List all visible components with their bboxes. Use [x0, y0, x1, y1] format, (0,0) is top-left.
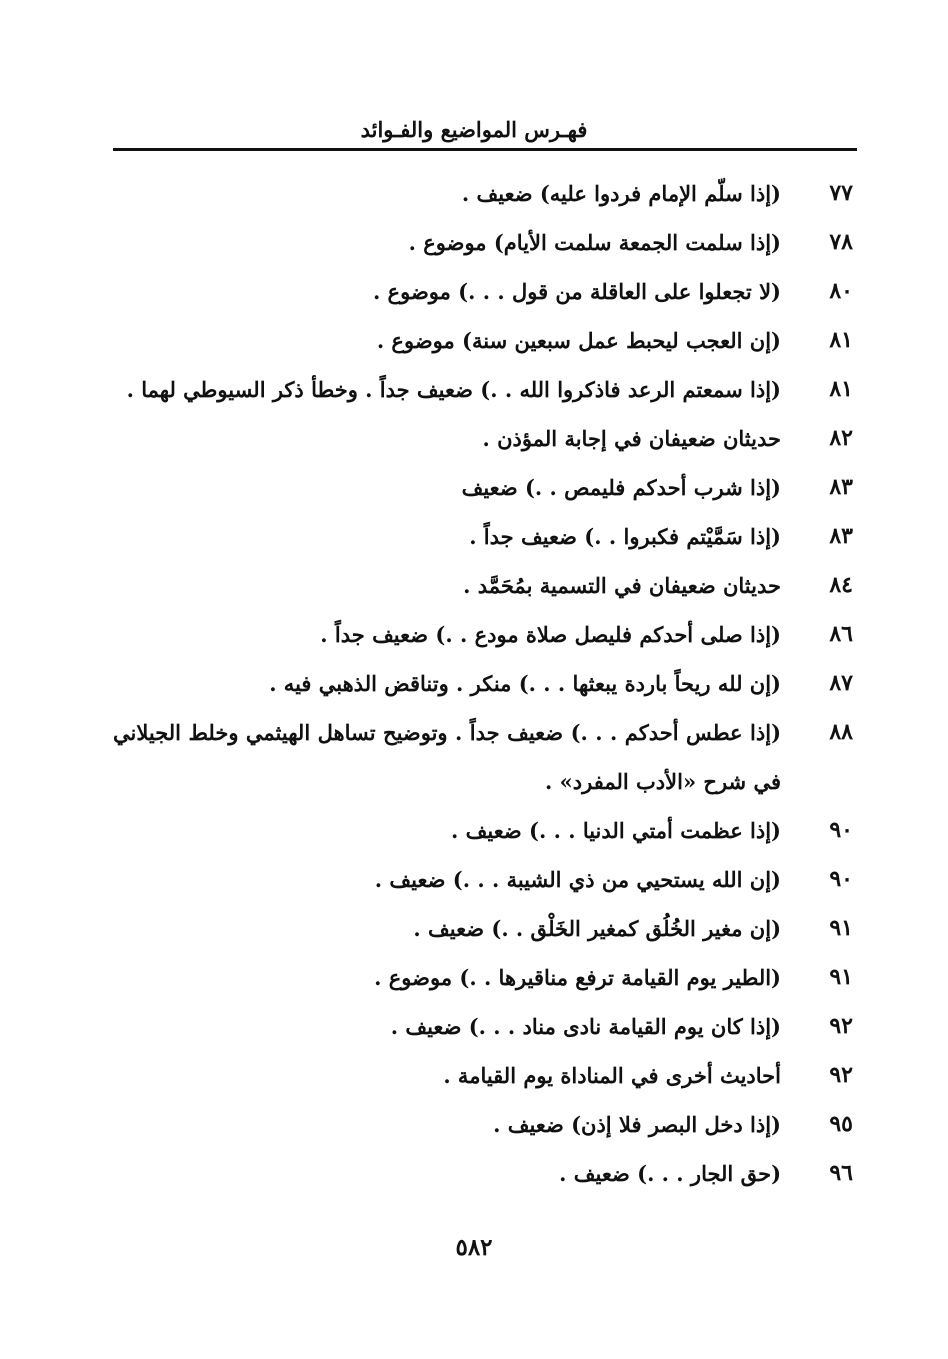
entry-text: حديثان ضعيفان في التسمية بمُحَمَّد .: [463, 573, 781, 598]
entry-text: (لا تجعلوا على العاقلة من قول . . .) موضوع .: [372, 279, 781, 304]
entry-page-number: ٩١: [829, 964, 853, 990]
index-entry: [113, 610, 853, 659]
entry-text: (إن الله يستحيي من ذي الشيبة . . .) ضعيف .: [374, 867, 781, 892]
entry-text: (إذا دخل البصر فلا إذن) ضعيف .: [493, 1112, 781, 1137]
entry-page-number: ٩٥: [829, 1111, 853, 1137]
entry-page-number: ٨٣: [829, 474, 853, 500]
page-number: ٥٨٢: [455, 1234, 493, 1261]
index-entry: [113, 708, 853, 806]
entry-page-number: ٧٨: [829, 229, 853, 255]
index-entry-list: [113, 169, 853, 1198]
index-entry: [113, 1149, 853, 1198]
entry-text: (إذا صلى أحدكم فليصل صلاة مودع . .) ضعيف جداً .: [320, 622, 781, 647]
entry-text: (إن لله ريحاً باردة يبعثها . . .) منكر . وتناقض الذهبي فيه .: [269, 671, 781, 696]
entry-page-number: ٨٦: [829, 621, 853, 647]
index-entry: [113, 414, 853, 463]
entry-page-number: ٩٦: [829, 1160, 853, 1186]
entry-page-number: ٨١: [829, 376, 853, 402]
entry-text: (إذا سلمت الجمعة سلمت الأيام) موضوع .: [408, 230, 781, 255]
index-entry: [113, 218, 853, 267]
index-entry: [113, 561, 853, 610]
entry-page-number: ٩٢: [829, 1013, 853, 1039]
entry-text: (إن مغير الخُلُق كمغير الخَلْق . .) ضعيف .: [413, 916, 781, 941]
index-entry: [113, 1051, 853, 1100]
entry-text: (إذا عظمت أمتي الدنيا . . .) ضعيف .: [451, 818, 781, 843]
entry-text: (حق الجار . . .) ضعيف .: [559, 1161, 781, 1186]
entry-text: (إذا عطس أحدكم . . .) ضعيف جداً . وتوضيح تساهل الهيثمي وخلط الجيلاني في شرح «الأدب المفرد» .: [113, 720, 781, 794]
index-entry: [113, 169, 853, 218]
running-header-title: فهـرس المواضيع والفـوائد: [360, 117, 588, 142]
index-entry: [113, 463, 853, 512]
index-entry: [113, 855, 853, 904]
entry-text: (إذا سمعتم الرعد فاذكروا الله . .) ضعيف جداً . وخطأ ذكر السيوطي لهما .: [126, 377, 781, 402]
entry-page-number: ٩١: [829, 915, 853, 941]
entry-page-number: ٧٧: [829, 180, 853, 206]
entry-page-number: ٨٢: [829, 425, 853, 451]
index-entry: [113, 267, 853, 316]
index-entry: [113, 1002, 853, 1051]
entry-page-number: ٨٣: [829, 523, 853, 549]
entry-text: (إن العجب ليحبط عمل سبعين سنة) موضوع .: [376, 328, 781, 353]
entry-page-number: ٨١: [829, 327, 853, 353]
entry-page-number: ٩٢: [829, 1062, 853, 1088]
index-entry: [113, 953, 853, 1002]
entry-page-number: ٨٨: [829, 719, 853, 745]
entry-text: (الطير يوم القيامة ترفع مناقيرها . .) موضوع .: [374, 965, 781, 990]
header-divider: [113, 148, 857, 151]
entry-text: أحاديث أخرى في المناداة يوم القيامة .: [443, 1063, 781, 1088]
index-entry: [113, 316, 853, 365]
entry-page-number: ٨٠: [829, 278, 853, 304]
index-entry: [113, 365, 853, 414]
index-entry: [113, 806, 853, 855]
index-entry: [113, 659, 853, 708]
entry-text: (إذا شرب أحدكم فليمص . .) ضعيف: [461, 475, 781, 500]
entry-page-number: ٨٤: [829, 572, 853, 598]
entry-text: (إذا كان يوم القيامة نادى مناد . . .) ضعيف .: [390, 1014, 781, 1039]
entry-text: (إذا سلّم الإمام فردوا عليه) ضعيف .: [461, 181, 781, 206]
index-entry: [113, 1100, 853, 1149]
index-entry: [113, 512, 853, 561]
entry-text: (إذا سَمَّيْتم فكبروا . .) ضعيف جداً .: [469, 524, 781, 549]
entry-page-number: ٨٧: [829, 670, 853, 696]
entry-text: حديثان ضعيفان في إجابة المؤذن .: [482, 426, 781, 451]
index-entry: [113, 904, 853, 953]
entry-page-number: ٩٠: [829, 817, 853, 843]
entry-page-number: ٩٠: [829, 866, 853, 892]
